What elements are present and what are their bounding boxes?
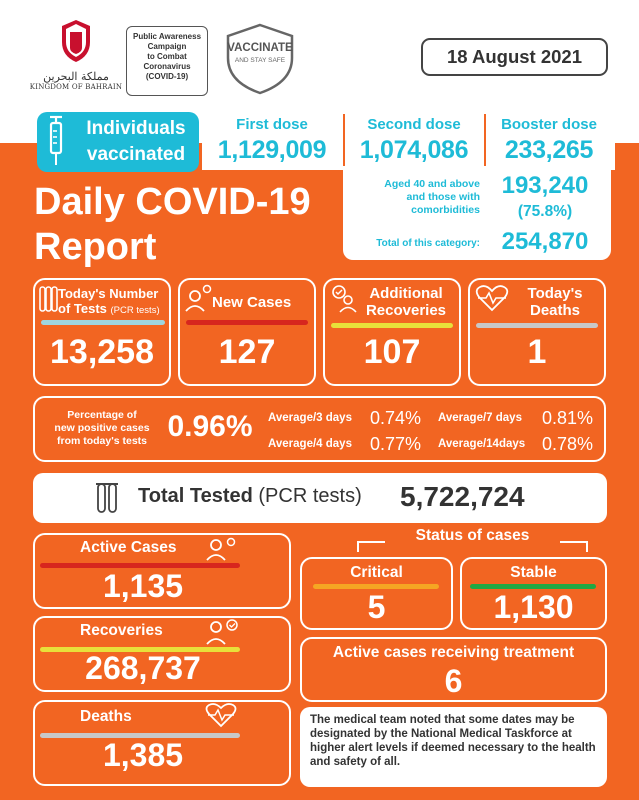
dose-separator	[484, 114, 486, 166]
avg14-value: 0.78%	[542, 434, 594, 454]
active-cases-label: Active Cases	[80, 539, 177, 556]
avg7-label: Average/7 days	[438, 412, 522, 424]
status-title: Status of cases	[415, 527, 530, 544]
deaths-label-line: Today's	[527, 285, 583, 302]
avg14-label: Average/14days	[438, 438, 526, 450]
total-deaths-label: Deaths	[80, 708, 132, 725]
crest-icon	[56, 18, 96, 64]
positivity-label-line: from today's tests	[56, 435, 148, 447]
stable-value: 1,130	[493, 589, 574, 625]
second-dose-label: Second dose	[367, 116, 461, 133]
deaths-value: 1	[527, 333, 547, 371]
recoveries-value: 107	[363, 333, 421, 371]
vaccinated-tag-line: vaccinated	[86, 144, 186, 165]
total-tested-label	[138, 485, 398, 508]
recoveries-label-line: Recoveries	[365, 302, 447, 319]
person-virus-icon	[204, 535, 238, 561]
campaign-line: Campaign	[147, 42, 187, 51]
total-category-label: Total of this category:	[376, 238, 480, 249]
total-tested-label-sub: (PCR tests)	[258, 485, 362, 507]
total-recoveries-label: Recoveries	[80, 622, 163, 639]
avg3-label: Average/3 days	[268, 412, 352, 424]
campaign-line: Coronavirus	[143, 62, 191, 71]
deaths-label-line: Deaths	[529, 302, 581, 319]
test-tubes-icon	[38, 284, 58, 314]
positivity-value: 0.96%	[167, 410, 253, 443]
syringe-icon	[42, 115, 70, 169]
treatment-label: Active cases receiving treatment	[332, 644, 575, 661]
aged-label-line: and those with	[406, 191, 480, 203]
critical-value: 5	[367, 589, 386, 625]
campaign-badge	[126, 26, 208, 96]
person-virus-icon	[184, 283, 214, 313]
campaign-line: to Combat	[147, 52, 187, 61]
first-dose-label: First dose	[236, 116, 308, 133]
new-cases-bar	[186, 320, 308, 325]
vaccinated-tag-text	[72, 116, 200, 168]
page-title	[34, 180, 344, 270]
heart-pulse-icon	[474, 284, 510, 312]
aged-label-line: Aged 40 and above	[384, 178, 480, 190]
recoveries-label	[356, 285, 456, 319]
first-dose-value: 1,129,009	[217, 136, 327, 164]
title-line: Daily COVID-19	[34, 181, 311, 223]
aged-percent: (75.8%)	[517, 203, 573, 220]
aged-label-line: comorbidities	[411, 204, 480, 216]
recoveries-label-line: Additional	[369, 285, 443, 302]
new-cases-label: New Cases	[212, 294, 292, 311]
stable-label: Stable	[510, 564, 557, 581]
positivity-label-line: Percentage of	[67, 409, 137, 421]
new-cases-value: 127	[218, 333, 276, 371]
medical-note: The medical team noted that some dates may be designated by the National Medical Taskforce at higher alert levels if deemed necessary to the health and safety of all.	[300, 707, 607, 787]
tests-label-line: Today's Number	[58, 286, 159, 301]
tests-value: 13,258	[50, 333, 154, 371]
vaccinate-subtitle: AND STAY SAFE	[234, 57, 286, 64]
aged-value: 193,240	[501, 172, 589, 199]
booster-dose-label: Booster dose	[501, 116, 597, 133]
critical-label: Critical	[350, 564, 403, 581]
tests-label-line: of Tests	[58, 301, 107, 316]
second-dose-value: 1,074,086	[359, 136, 469, 164]
vaccinate-title: VACCINATE	[227, 42, 293, 54]
avg4-label: Average/4 days	[268, 438, 352, 450]
positivity-label	[42, 409, 162, 448]
campaign-line: (COVID-19)	[145, 72, 189, 81]
aged-category-label	[346, 178, 480, 217]
avg7-value: 0.81%	[542, 408, 594, 428]
campaign-line: Public Awareness	[132, 32, 202, 41]
test-tubes-icon	[96, 480, 120, 516]
heart-pulse-icon	[204, 702, 238, 728]
total-category-value: 254,870	[501, 228, 589, 255]
total-recoveries-value: 268,737	[85, 650, 201, 686]
total-tested-value: 5,722,724	[400, 481, 525, 512]
treatment-value: 6	[444, 663, 463, 699]
tests-label-sub: (PCR tests)	[110, 305, 160, 316]
total-tested-label-bold: Total Tested	[138, 485, 253, 507]
tests-label	[58, 286, 173, 318]
title-line: Report	[34, 226, 157, 268]
active-cases-value: 1,135	[102, 568, 184, 604]
avg4-value: 0.77%	[370, 434, 422, 454]
kingdom-name-arabic: مملكة البحرين	[43, 70, 109, 83]
deaths-label	[508, 285, 602, 319]
total-deaths-value: 1,385	[102, 737, 184, 773]
dose-separator	[343, 114, 345, 166]
recoveries-bar	[331, 323, 453, 328]
person-recovered-icon	[204, 617, 240, 645]
report-date: 18 August 2021	[421, 38, 608, 76]
vaccinated-tag-line: Individuals	[86, 118, 186, 139]
tests-bar	[41, 320, 165, 325]
booster-dose-value: 233,265	[504, 136, 594, 164]
avg3-value: 0.74%	[370, 408, 422, 428]
kingdom-crest	[28, 18, 124, 98]
positivity-label-line: new positive cases	[54, 422, 150, 434]
deaths-bar	[476, 323, 598, 328]
kingdom-name-english: KINGDOM OF BAHRAIN	[29, 83, 123, 91]
